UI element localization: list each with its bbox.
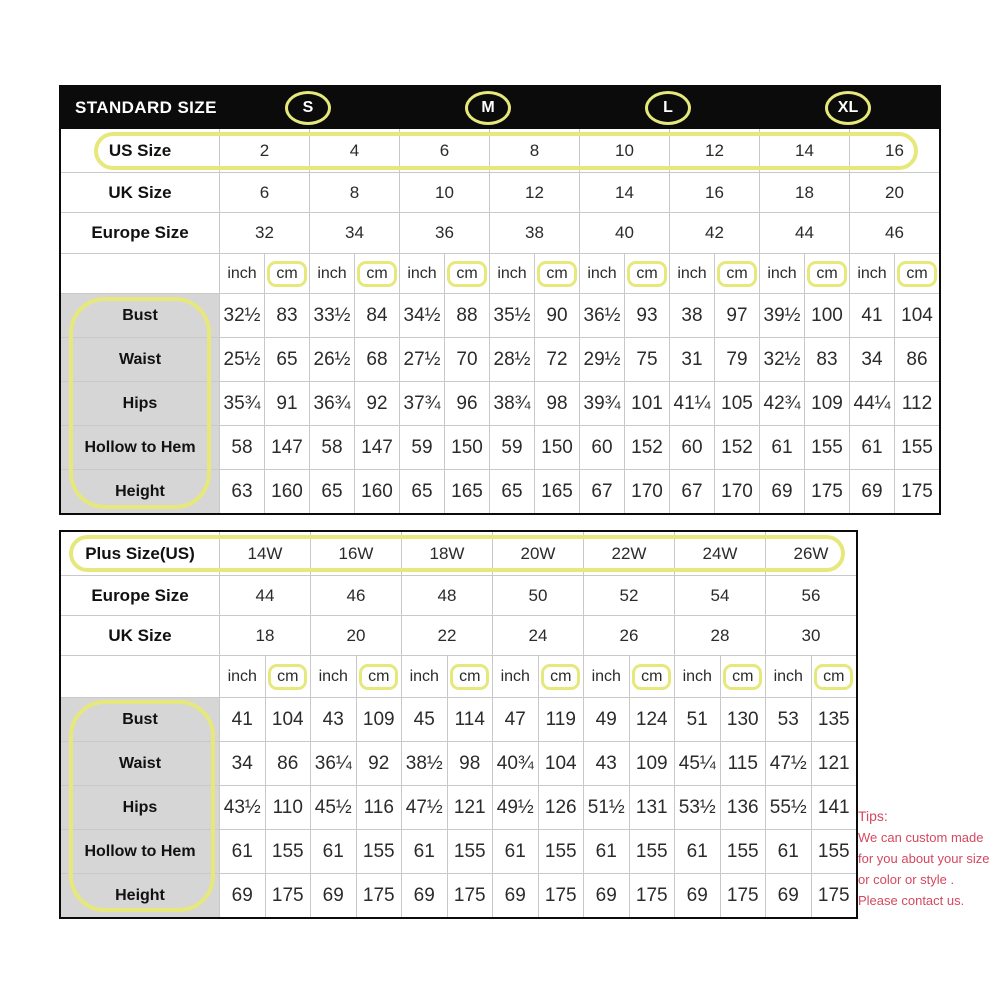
uk-size-value: 12 (489, 173, 579, 212)
height-value: 67 (579, 470, 624, 513)
inch-label: inch (399, 254, 444, 293)
hips-label: Hips (61, 786, 219, 829)
plus-size-rows (61, 532, 856, 917)
hips-value: 116 (356, 786, 402, 829)
waist-value: 36¼ (310, 742, 356, 785)
uk-size-value: 16 (669, 173, 759, 212)
hips-value: 91 (264, 382, 309, 425)
cm-cell (624, 254, 669, 293)
cm-highlight-box: cm (632, 664, 671, 690)
uk-size-value: 20 (310, 616, 401, 655)
hips-value: 121 (447, 786, 493, 829)
hollow-to-hem-value: 155 (538, 830, 584, 873)
us-size-value: 16 (849, 129, 939, 172)
waist-value: 34 (219, 742, 265, 785)
inch-label: inch (219, 254, 264, 293)
uk-size-row (61, 615, 856, 655)
inch-label: inch (219, 656, 265, 697)
height-row (61, 873, 856, 917)
cm-cell (811, 656, 857, 697)
hips-row (61, 785, 856, 829)
uk-size-value: 18 (759, 173, 849, 212)
hips-value: 39¾ (579, 382, 624, 425)
height-value: 65 (309, 470, 354, 513)
height-value: 175 (894, 470, 939, 513)
hollow-to-hem-value: 155 (720, 830, 766, 873)
cm-cell (265, 656, 311, 697)
bust-value: 84 (354, 294, 399, 337)
bust-value: 43 (310, 698, 356, 741)
inch-label: inch (309, 254, 354, 293)
bust-value: 104 (894, 294, 939, 337)
waist-value: 121 (811, 742, 857, 785)
hips-value: 35¾ (219, 382, 264, 425)
hollow-to-hem-value: 150 (534, 426, 579, 469)
europe-size-row (61, 212, 939, 253)
uk-size-value: 8 (309, 173, 399, 212)
plus-size-us-value: 26W (765, 532, 856, 575)
hollow-to-hem-value: 155 (804, 426, 849, 469)
height-value: 69 (310, 874, 356, 917)
cm-cell (804, 254, 849, 293)
europe-size-value: 54 (674, 576, 765, 615)
cm-highlight-box: cm (723, 664, 762, 690)
hollow-to-hem-value: 147 (264, 426, 309, 469)
hips-value: 126 (538, 786, 584, 829)
hollow-to-hem-value: 61 (310, 830, 356, 873)
height-value: 63 (219, 470, 264, 513)
hips-value: 55½ (765, 786, 811, 829)
us-size-value: 6 (399, 129, 489, 172)
hips-value: 110 (265, 786, 311, 829)
tips-line: We can custom made (858, 830, 984, 845)
hips-value: 53½ (674, 786, 720, 829)
uk-size-row (61, 172, 939, 212)
waist-value: 68 (354, 338, 399, 381)
bust-value: 41 (849, 294, 894, 337)
europe-size-value: 42 (669, 213, 759, 253)
hips-value: 42¾ (759, 382, 804, 425)
cm-cell (264, 254, 309, 293)
tips-line: for you about your size (858, 851, 990, 866)
waist-value: 86 (265, 742, 311, 785)
height-value: 69 (401, 874, 447, 917)
cm-highlight-box: cm (807, 261, 846, 287)
bust-value: 49 (583, 698, 629, 741)
waist-value: 86 (894, 338, 939, 381)
plus-size-us-row (61, 532, 856, 575)
uk-size-value: 28 (674, 616, 765, 655)
hollow-to-hem-value: 155 (811, 830, 857, 873)
europe-size-row (61, 575, 856, 615)
waist-row (61, 337, 939, 381)
cm-highlight-box: cm (897, 261, 936, 287)
hips-value: 37¾ (399, 382, 444, 425)
height-row (61, 469, 939, 513)
europe-size-value: 44 (219, 576, 310, 615)
cm-cell (354, 254, 399, 293)
plus-size-us-value: 24W (674, 532, 765, 575)
europe-size-value: 50 (492, 576, 583, 615)
height-value: 69 (674, 874, 720, 917)
unit-row-spacer (61, 656, 219, 697)
bust-value: 114 (447, 698, 493, 741)
bust-value: 83 (264, 294, 309, 337)
height-value: 69 (765, 874, 811, 917)
height-value: 165 (534, 470, 579, 513)
plus-size-us-value: 16W (310, 532, 401, 575)
bust-value: 124 (629, 698, 675, 741)
hips-value: 44¼ (849, 382, 894, 425)
bust-value: 109 (356, 698, 402, 741)
uk-size-value: 22 (401, 616, 492, 655)
europe-size-value: 48 (401, 576, 492, 615)
hollow-to-hem-value: 152 (624, 426, 669, 469)
us-size-row (61, 129, 939, 172)
europe-size-value: 46 (310, 576, 401, 615)
bust-label: Bust (61, 294, 219, 337)
waist-value: 45¼ (674, 742, 720, 785)
hips-value: 43½ (219, 786, 265, 829)
bust-value: 119 (538, 698, 584, 741)
size-group-circle-m: M (465, 91, 511, 125)
plus-size-us-value: 14W (219, 532, 310, 575)
waist-value: 43 (583, 742, 629, 785)
plus-size-table (59, 530, 858, 919)
inch-label: inch (401, 656, 447, 697)
tips-line: or color or style . (858, 872, 955, 887)
hollow-to-hem-value: 58 (219, 426, 264, 469)
bust-value: 97 (714, 294, 759, 337)
bust-row (61, 293, 939, 337)
us-size-value: 10 (579, 129, 669, 172)
hollow-to-hem-value: 59 (399, 426, 444, 469)
hollow-to-hem-value: 150 (444, 426, 489, 469)
waist-value: 115 (720, 742, 766, 785)
bust-label: Bust (61, 698, 219, 741)
bust-value: 45 (401, 698, 447, 741)
waist-value: 92 (356, 742, 402, 785)
cm-highlight-box: cm (450, 664, 489, 690)
hips-value: 51½ (583, 786, 629, 829)
size-group-circle-xl: XL (825, 91, 871, 125)
hollow-to-hem-value: 60 (669, 426, 714, 469)
inch-label: inch (669, 254, 714, 293)
height-value: 170 (624, 470, 669, 513)
standard-size-rows (61, 129, 939, 513)
uk-size-value: 10 (399, 173, 489, 212)
height-value: 165 (444, 470, 489, 513)
bust-value: 53 (765, 698, 811, 741)
europe-size-value: 32 (219, 213, 309, 253)
uk-size-label: UK Size (108, 625, 172, 645)
hollow-to-hem-value: 61 (219, 830, 265, 873)
plus-size-us-value: 18W (401, 532, 492, 575)
hollow-to-hem-value: 147 (354, 426, 399, 469)
uk-size-value: 14 (579, 173, 669, 212)
cm-highlight-box: cm (717, 261, 756, 287)
hollow-to-hem-value: 61 (583, 830, 629, 873)
bust-value: 47 (492, 698, 538, 741)
hips-value: 112 (894, 382, 939, 425)
unit-row (61, 655, 856, 697)
tips-lines (858, 827, 990, 911)
hollow-to-hem-value: 59 (489, 426, 534, 469)
inch-label: inch (492, 656, 538, 697)
hollow-to-hem-value: 61 (674, 830, 720, 873)
waist-label: Waist (61, 338, 219, 381)
waist-value: 29½ (579, 338, 624, 381)
plus-size-us-label: Plus Size(US) (85, 543, 195, 563)
hips-value: 92 (354, 382, 399, 425)
standard-size-header (61, 87, 939, 129)
uk-size-value: 30 (765, 616, 856, 655)
hips-value: 109 (804, 382, 849, 425)
inch-label: inch (674, 656, 720, 697)
hips-label: Hips (61, 382, 219, 425)
cm-highlight-box: cm (814, 664, 853, 690)
us-size-value: 4 (309, 129, 399, 172)
cm-highlight-box: cm (627, 261, 666, 287)
uk-size-label: UK Size (108, 182, 172, 202)
height-value: 175 (356, 874, 402, 917)
waist-value: 79 (714, 338, 759, 381)
cm-cell (447, 656, 493, 697)
hips-value: 45½ (310, 786, 356, 829)
cm-cell (720, 656, 766, 697)
height-value: 69 (759, 470, 804, 513)
waist-value: 104 (538, 742, 584, 785)
hips-row (61, 381, 939, 425)
height-value: 175 (265, 874, 311, 917)
hips-value: 96 (444, 382, 489, 425)
cm-highlight-box: cm (267, 261, 306, 287)
cm-highlight-box: cm (541, 664, 580, 690)
us-size-value: 2 (219, 129, 309, 172)
waist-row (61, 741, 856, 785)
bust-value: 104 (265, 698, 311, 741)
europe-size-label: Europe Size (91, 223, 189, 242)
waist-value: 70 (444, 338, 489, 381)
bust-value: 35½ (489, 294, 534, 337)
hollow-to-hem-value: 155 (356, 830, 402, 873)
cm-highlight-box: cm (357, 261, 396, 287)
standard-size-title: STANDARD SIZE (75, 98, 217, 117)
height-value: 160 (264, 470, 309, 513)
uk-size-value: 24 (492, 616, 583, 655)
height-value: 69 (849, 470, 894, 513)
waist-value: 65 (264, 338, 309, 381)
hollow-to-hem-value: 155 (447, 830, 493, 873)
height-value: 175 (720, 874, 766, 917)
hips-value: 36¾ (309, 382, 354, 425)
hollow-to-hem-row (61, 829, 856, 873)
uk-size-value: 6 (219, 173, 309, 212)
tips-line: Please contact us. (858, 893, 965, 908)
waist-value: 72 (534, 338, 579, 381)
hips-value: 41¼ (669, 382, 714, 425)
bust-value: 90 (534, 294, 579, 337)
hips-value: 136 (720, 786, 766, 829)
hollow-to-hem-value: 61 (759, 426, 804, 469)
height-label: Height (61, 874, 219, 917)
hips-value: 98 (534, 382, 579, 425)
waist-value: 83 (804, 338, 849, 381)
bust-value: 38 (669, 294, 714, 337)
height-label: Height (61, 470, 219, 513)
height-value: 69 (583, 874, 629, 917)
hips-value: 47½ (401, 786, 447, 829)
waist-value: 32½ (759, 338, 804, 381)
bust-value: 130 (720, 698, 766, 741)
bust-value: 135 (811, 698, 857, 741)
europe-size-value: 40 (579, 213, 669, 253)
hips-value: 49½ (492, 786, 538, 829)
us-size-value: 12 (669, 129, 759, 172)
plus-size-us-value: 22W (583, 532, 674, 575)
waist-value: 38½ (401, 742, 447, 785)
cm-highlight-box: cm (537, 261, 576, 287)
us-size-value: 8 (489, 129, 579, 172)
bust-value: 32½ (219, 294, 264, 337)
waist-value: 28½ (489, 338, 534, 381)
height-value: 160 (354, 470, 399, 513)
europe-size-label: Europe Size (91, 585, 189, 605)
hips-value: 105 (714, 382, 759, 425)
europe-size-value: 52 (583, 576, 674, 615)
europe-size-value: 44 (759, 213, 849, 253)
bust-value: 93 (624, 294, 669, 337)
bust-value: 39½ (759, 294, 804, 337)
tips-note (858, 806, 990, 911)
cm-cell (714, 254, 759, 293)
cm-cell (894, 254, 939, 293)
plus-size-us-value: 20W (492, 532, 583, 575)
inch-label: inch (759, 254, 804, 293)
height-value: 69 (219, 874, 265, 917)
standard-size-table (59, 85, 941, 515)
unit-row (61, 253, 939, 293)
size-group-circle-l: L (645, 91, 691, 125)
waist-value: 26½ (309, 338, 354, 381)
hips-value: 131 (629, 786, 675, 829)
uk-size-value: 18 (219, 616, 310, 655)
height-value: 65 (399, 470, 444, 513)
europe-size-value: 38 (489, 213, 579, 253)
bust-value: 34½ (399, 294, 444, 337)
bust-value: 51 (674, 698, 720, 741)
bust-value: 100 (804, 294, 849, 337)
height-value: 175 (804, 470, 849, 513)
tips-title: Tips: (858, 808, 888, 824)
waist-value: 47½ (765, 742, 811, 785)
hollow-to-hem-value: 155 (265, 830, 311, 873)
waist-value: 109 (629, 742, 675, 785)
hollow-to-hem-label: Hollow to Hem (61, 830, 219, 873)
hollow-to-hem-value: 61 (492, 830, 538, 873)
bust-value: 33½ (309, 294, 354, 337)
waist-value: 98 (447, 742, 493, 785)
europe-size-value: 46 (849, 213, 939, 253)
us-size-label: US Size (108, 140, 172, 160)
waist-value: 34 (849, 338, 894, 381)
hollow-to-hem-row (61, 425, 939, 469)
height-value: 175 (538, 874, 584, 917)
europe-size-value: 56 (765, 576, 856, 615)
cm-highlight-box: cm (359, 664, 398, 690)
inch-label: inch (849, 254, 894, 293)
cm-highlight-box: cm (447, 261, 486, 287)
waist-value: 27½ (399, 338, 444, 381)
cm-cell (444, 254, 489, 293)
waist-value: 25½ (219, 338, 264, 381)
hollow-to-hem-label: Hollow to Hem (61, 426, 219, 469)
bust-value: 36½ (579, 294, 624, 337)
hollow-to-hem-value: 61 (765, 830, 811, 873)
height-value: 65 (489, 470, 534, 513)
height-value: 170 (714, 470, 759, 513)
hollow-to-hem-value: 155 (894, 426, 939, 469)
inch-label: inch (583, 656, 629, 697)
height-value: 175 (629, 874, 675, 917)
height-value: 175 (811, 874, 857, 917)
uk-size-value: 26 (583, 616, 674, 655)
hollow-to-hem-value: 58 (309, 426, 354, 469)
size-group-circle-s: S (285, 91, 331, 125)
waist-value: 31 (669, 338, 714, 381)
inch-label: inch (579, 254, 624, 293)
europe-size-value: 34 (309, 213, 399, 253)
hips-value: 101 (624, 382, 669, 425)
cm-cell (356, 656, 402, 697)
hollow-to-hem-value: 60 (579, 426, 624, 469)
uk-size-value: 20 (849, 173, 939, 212)
waist-value: 40¾ (492, 742, 538, 785)
cm-cell (629, 656, 675, 697)
hollow-to-hem-value: 155 (629, 830, 675, 873)
cm-cell (534, 254, 579, 293)
hips-value: 141 (811, 786, 857, 829)
hollow-to-hem-value: 61 (849, 426, 894, 469)
us-size-value: 14 (759, 129, 849, 172)
bust-value: 88 (444, 294, 489, 337)
inch-label: inch (765, 656, 811, 697)
inch-label: inch (310, 656, 356, 697)
inch-label: inch (489, 254, 534, 293)
hollow-to-hem-value: 152 (714, 426, 759, 469)
waist-value: 75 (624, 338, 669, 381)
hips-value: 38¾ (489, 382, 534, 425)
unit-row-spacer (61, 254, 219, 293)
height-value: 69 (492, 874, 538, 917)
height-value: 67 (669, 470, 714, 513)
cm-cell (538, 656, 584, 697)
height-value: 175 (447, 874, 493, 917)
europe-size-value: 36 (399, 213, 489, 253)
hollow-to-hem-value: 61 (401, 830, 447, 873)
bust-row (61, 697, 856, 741)
cm-highlight-box: cm (268, 664, 307, 690)
bust-value: 41 (219, 698, 265, 741)
waist-label: Waist (61, 742, 219, 785)
